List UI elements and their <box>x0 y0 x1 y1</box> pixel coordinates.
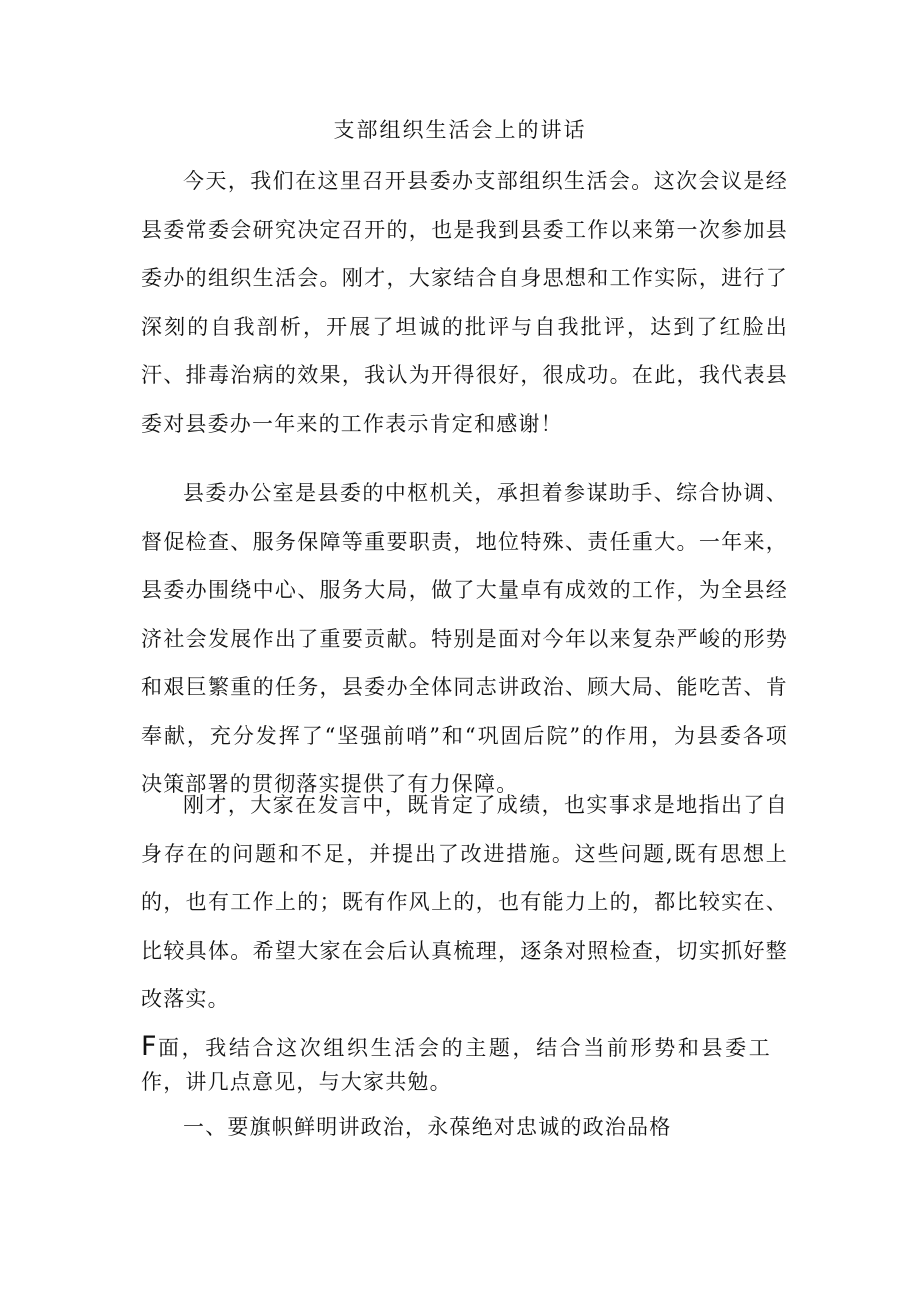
paragraph-dropcap: F <box>141 1031 157 1062</box>
paragraph-transition <box>141 1030 771 1099</box>
section-heading-1: 一、要旗帜鲜明讲政治，永葆绝对忠诚的政治品格 <box>183 1115 672 1139</box>
paragraph-opening: 今天，我们在这里召开县委办支部组织生活会。这次会议是经县委常委会研究决定召开的，也是我到县委工作以来第一次参加县委办的组织生活会。刚才，大家结合自身思想和工作实际，进行了深刻的自我剖析，开展了坦诚的批评与自我批评，达到了红脸出汗、排毒治病的效果，我认为开得很好，很成功。在此，我代表县委对县委办一年来的工作表示肯定和感谢！ <box>141 169 788 436</box>
document-title: 支部组织生活会上的讲话 <box>333 118 587 142</box>
paragraph-transition-text: 面，我结合这次组织生活会的主题，结合当前形势和县委工作，讲几点意见，与大家共勉。 <box>141 1036 771 1094</box>
paragraph-problems: 刚才，大家在发言中，既肯定了成绩，也实事求是地指出了自身存在的问题和不足，并提出了改进措施。这些问题,既有思想上的，也有工作上的；既有作风上的，也有能力上的，都比较实在、比较具体。希望大家在会后认真梳理，逐条对照检查，切实抓好整改落实。 <box>141 793 788 1011</box>
paragraph-office-role: 县委办公室是县委的中枢机关，承担着参谋助手、综合协调、督促检查、服务保障等重要职责，地位特殊、责任重大。一年来，县委办围绕中心、服务大局，做了大量卓有成效的工作，为全县经济社会发展作出了重要贡献。特别是面对今年以来复杂严峻的形势和艰巨繁重的任务，县委办全体同志讲政治、顾大局、能吃苦、肯奉献，充分发挥了“坚强前哨”和“巩固后院”的作用，为县委各项决策部署的贯彻落实提供了有力保障。 <box>141 481 788 796</box>
